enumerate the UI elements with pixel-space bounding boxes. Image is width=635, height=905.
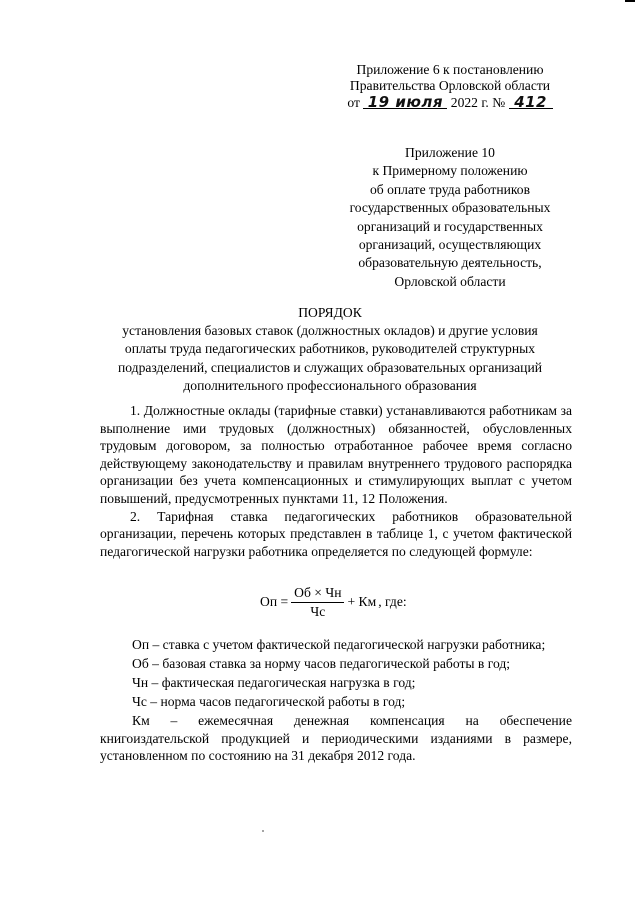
km-definition-block bbox=[100, 712, 572, 765]
appendix-line: образовательную деятельность, bbox=[358, 255, 542, 271]
handwritten-number: 412 bbox=[509, 96, 553, 109]
header-line-2: Правительства Орловской области bbox=[349, 78, 551, 94]
appendix-line: Орловской области bbox=[394, 273, 506, 289]
document-title bbox=[90, 304, 570, 395]
formula-suffix: , где: bbox=[378, 594, 407, 609]
resolution-header bbox=[330, 62, 570, 111]
appendix-line: организаций и государственных bbox=[357, 218, 543, 234]
appendix-line: Приложение 10 bbox=[405, 145, 495, 160]
km-definition: Км – ежемесячная денежная компенсация на обеспечение книгоиздательской продукцией и периодическими изданиями в размере, установленном по состоянию на 31 декабря 2012 года. bbox=[100, 713, 572, 764]
page-corner-mark bbox=[625, 0, 635, 2]
handwritten-date: 19 июля bbox=[363, 96, 447, 109]
paragraph-1: 1. Должностные оклады (тарифные ставки) устанавливаются работникам за выполнение ими трудовых (должностных) обязанностей, обусловленных трудовым договором, за полностью отработанное рабочее время согласно действующему законодательству и правилам внутреннего трудового распорядка организации без учета компенсационных и стимулирующих выплат с учетом повышений, предусмотренных пунктами 11, 12 Положения. bbox=[100, 403, 572, 506]
definition-item: Чс – норма часов педагогической работы в год; bbox=[132, 694, 406, 709]
header-date-row bbox=[330, 92, 570, 111]
rate-formula bbox=[260, 582, 440, 622]
definitions-list bbox=[132, 635, 572, 711]
formula-numerator: Об × Чн bbox=[291, 585, 344, 603]
appendix-line: об оплате труда работников bbox=[369, 181, 531, 197]
definition-item: Чн – фактическая педагогическая нагрузка в год; bbox=[132, 675, 416, 690]
formula-fraction bbox=[291, 585, 344, 620]
title-line: дополнительного профессионального образования bbox=[183, 377, 477, 393]
body-text bbox=[100, 402, 572, 560]
title-heading: ПОРЯДОК bbox=[298, 305, 362, 320]
title-line: установления базовых ставок (должностных окладов) и другие условия bbox=[122, 323, 538, 339]
definition-item: Об – базовая ставка за норму часов педагогической работы в год; bbox=[132, 656, 511, 671]
date-prefix: от bbox=[347, 94, 360, 110]
definition-item: Оп – ставка с учетом фактической педагогической нагрузки работника; bbox=[132, 637, 546, 652]
formula-rhs: + Км bbox=[347, 594, 377, 609]
year-label: 2022 г. № bbox=[450, 94, 506, 110]
appendix-line: государственных образовательных bbox=[349, 200, 551, 216]
scan-speck bbox=[262, 830, 264, 832]
formula-denominator: Чс bbox=[310, 603, 326, 619]
appendix-line: к Примерному положению bbox=[372, 163, 528, 179]
title-line: подразделений, специалистов и служащих образовательных организаций bbox=[117, 359, 542, 375]
header-line-1: Приложение 6 к постановлению bbox=[356, 62, 544, 77]
title-line: оплаты труда педагогических работников, руководителей структурных bbox=[124, 341, 536, 357]
appendix-line: организаций, осуществляющих bbox=[358, 237, 542, 253]
appendix-block bbox=[330, 144, 570, 291]
formula-lhs: Оп = bbox=[260, 594, 289, 609]
paragraph-2: 2. Тарифная ставка педагогических работников образовательной организации, перечень которых представлен в таблице 1, с учетом фактической педагогической нагрузки работника определяется по следующей формуле: bbox=[100, 508, 572, 559]
